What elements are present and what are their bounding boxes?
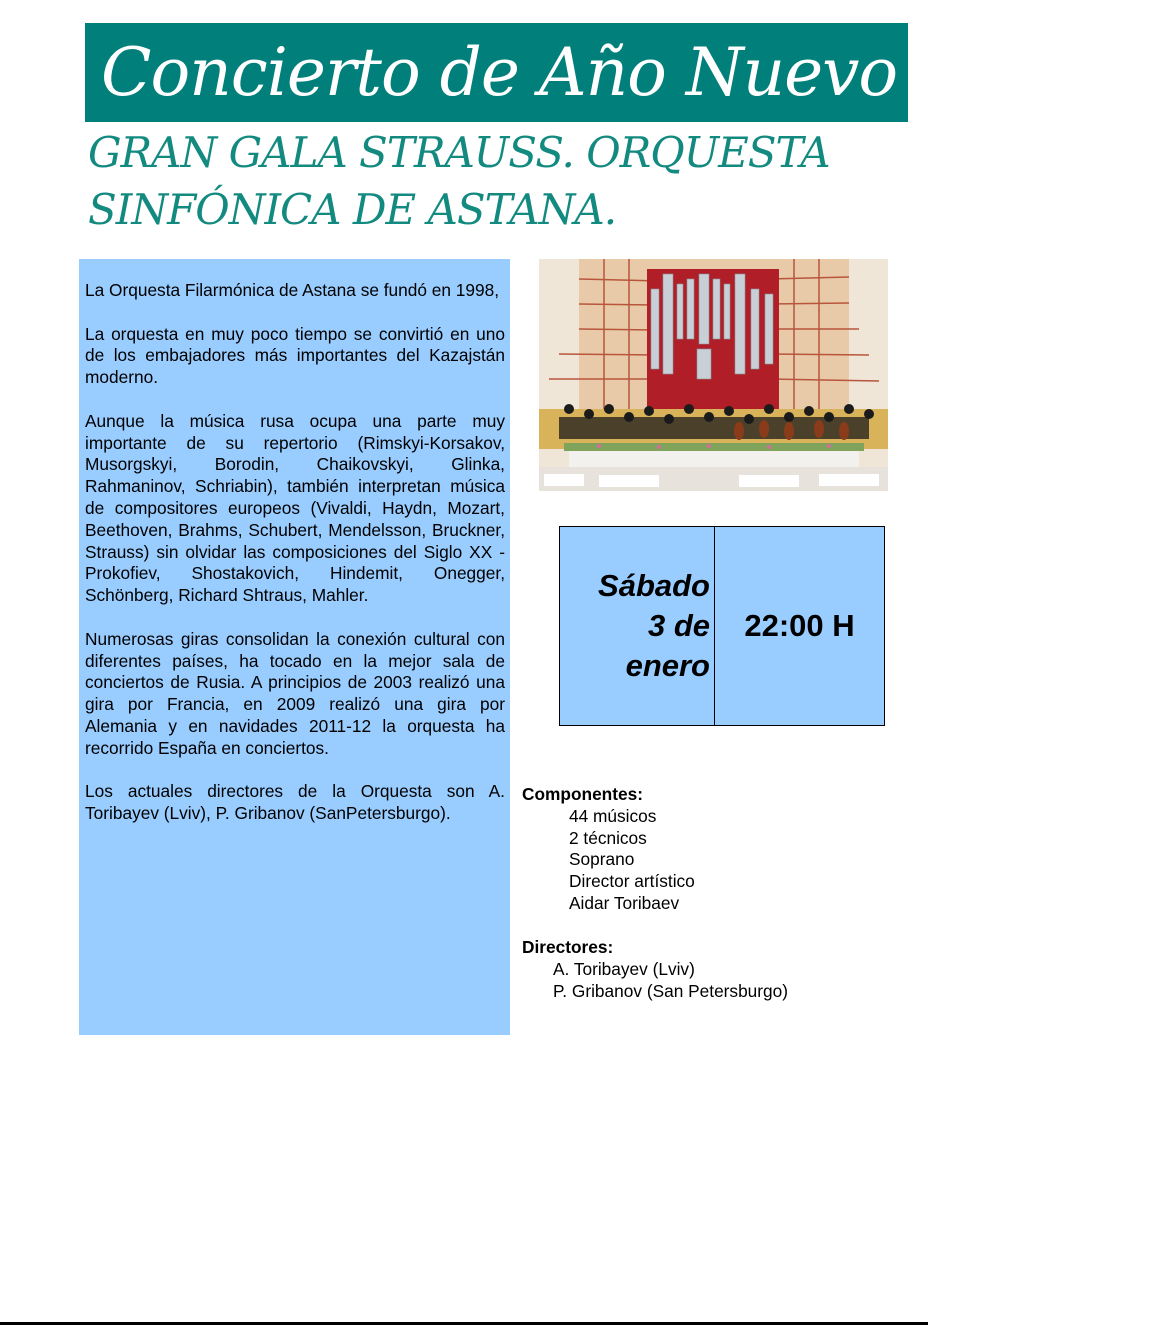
list-item: Soprano: [569, 849, 635, 870]
directors-list: [522, 937, 788, 1002]
components-list: [522, 784, 695, 915]
info-paragraph: Los actuales directores de la Orquesta son A. Toribayev (Lviv), P. Gribanov (SanPetersburgo).: [85, 781, 505, 824]
directors-heading: Directores:: [522, 937, 614, 957]
info-paragraph: Aunque la música rusa ocupa una parte muy importante de su repertorio (Rimskyi-Korsakov, Musorgskyi, Borodin, Chaikovskyi, Glinka, Rahmaninov, Schriabin), también interpretan música de compositores europeos (Vivaldi, Haydn, Mozart, Beethoven, Brahms, Schubert, Mendelsson, Bruckner, Strauss) sin olvidar las composiciones del Siglo XX - Prokofiev, Shostakovich, Hindemit, Onegger, Schönberg, Richard Shtraus, Mahler.: [85, 410, 505, 606]
list-item: Aidar Toribaev: [569, 892, 680, 913]
page-bottom-rule: [0, 1322, 928, 1325]
info-text: [85, 280, 505, 847]
title-banner: [85, 23, 908, 122]
info-paragraph: Numerosas giras consolidan la conexión cultural con diferentes países, ha tocado en la mejor sala de conciertos de Rusia. A principios de 2003 realizó una gira por Francia, en 2009 realizó una gira por Alemania y en navidades 2011-12 la orquesta ha recorrido España en conciertos.: [85, 628, 505, 758]
time-cell: [715, 527, 884, 725]
list-item: 2 técnicos: [569, 827, 647, 848]
orchestra-photo: [539, 259, 888, 491]
page-subtitle: GRAN GALA STRAUSS. ORQUESTA SINFÓNICA DE ASTANA.: [88, 128, 830, 234]
list-item: A. Toribayev (Lviv): [553, 958, 695, 979]
event-date: [598, 566, 710, 686]
info-paragraph: La orquesta en muy poco tiempo se convirtió en uno de los embajadores más importantes del Kazajstán moderno.: [85, 323, 505, 388]
list-item: P. Gribanov (San Petersburgo): [553, 980, 789, 1001]
page-title: Concierto de Año Nuevo: [101, 34, 898, 111]
date-line: Sábado: [598, 568, 710, 603]
list-item: 44 músicos: [569, 805, 657, 826]
schedule-table: [559, 526, 885, 726]
list-item: Director artístico: [569, 871, 695, 892]
info-paragraph: La Orquesta Filarmónica de Astana se fundó en 1998,: [85, 280, 500, 300]
info-panel: [79, 259, 510, 1035]
date-line: enero: [625, 648, 710, 683]
date-cell: [560, 527, 715, 725]
event-time: 22:00 H: [744, 608, 855, 643]
date-line: 3 de: [647, 608, 710, 643]
orchestra-photo-icon: [539, 259, 888, 491]
components-heading: Componentes:: [522, 784, 643, 804]
